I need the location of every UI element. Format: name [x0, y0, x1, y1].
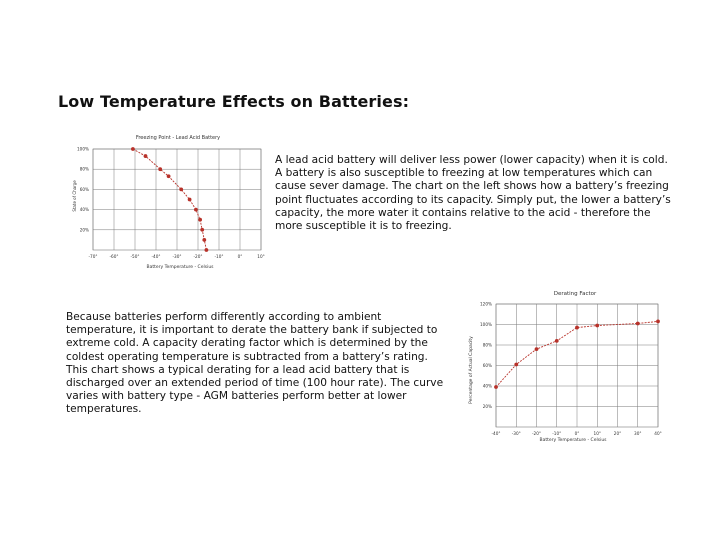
x-axis-label: Battery Temperature - Celsius: [539, 438, 607, 443]
series-line: [133, 149, 207, 250]
data-point: [636, 322, 640, 326]
chart-title: Freezing Point - Lead Acid Battery: [135, 135, 221, 141]
y-axis-label: State of Charge: [72, 180, 77, 212]
y-tick-labels: [480, 302, 492, 410]
x-tick-label: -60°: [109, 254, 119, 259]
x-tick-label: -50°: [130, 254, 140, 259]
data-point: [188, 198, 192, 202]
y-tick-label: 120%: [480, 301, 492, 307]
x-tick-label: -40°: [491, 431, 501, 436]
freezing-point-chart: [58, 128, 273, 273]
data-point: [131, 147, 135, 151]
chart-grid: [93, 149, 261, 250]
page-title: Low Temperature Effects on Batteries:: [58, 92, 410, 111]
y-tick-label: 20%: [482, 404, 492, 409]
paragraph-derating: Because batteries perform differently according to ambient temperature, it is important to derate the battery bank if subjected to extreme cold. A capacity derating factor which is determined by the coldest operating temperature is subtracted from a battery’s rating. This chart shows a typical derating for a lead acid battery that is discharged over an extended period of time (100 hour rate). The curve varies with battery type - AGM batteries perform better at lower temperatures.: [66, 311, 444, 416]
x-tick-label: 10°: [257, 254, 265, 259]
x-axis-label: Battery Temperature - Celsius: [146, 265, 214, 270]
data-point: [205, 248, 209, 252]
chart-grid: [496, 304, 658, 427]
x-tick-label: 20°: [613, 431, 622, 436]
x-tick-label: -10°: [552, 431, 562, 436]
x-tick-label: 40°: [654, 431, 662, 436]
y-tick-label: 80%: [79, 166, 89, 172]
y-tick-label: 60%: [79, 186, 89, 192]
x-tick-label: -20°: [532, 431, 541, 436]
x-tick-label: -30°: [511, 431, 521, 436]
x-tick-label: -70°: [88, 254, 98, 259]
data-point: [194, 208, 198, 212]
data-point: [202, 238, 206, 242]
chart-title: Derating Factor: [553, 291, 597, 297]
y-tick-label: 40%: [482, 383, 492, 389]
data-point: [555, 339, 559, 343]
x-tick-labels: [492, 431, 662, 436]
data-point: [158, 167, 162, 171]
y-tick-label: 40%: [79, 207, 89, 213]
data-point: [514, 363, 518, 367]
x-tick-label: 30°: [634, 431, 642, 436]
y-tick-label: 80%: [482, 342, 492, 348]
x-tick-label: -10°: [214, 254, 224, 259]
y-tick-labels: [77, 147, 89, 233]
y-tick-label: 60%: [482, 363, 492, 368]
data-point: [575, 326, 579, 330]
x-tick-label: -40°: [151, 254, 161, 259]
y-axis-label: Percentage of Actual Capacity: [469, 336, 474, 404]
y-tick-label: 20%: [79, 227, 89, 233]
data-point: [200, 228, 204, 232]
data-point: [494, 385, 498, 389]
x-tick-label: 10°: [593, 431, 601, 436]
data-point: [198, 218, 202, 222]
chart-series: [131, 147, 208, 252]
y-tick-label: 100%: [480, 322, 492, 327]
x-tick-label: 0°: [574, 431, 580, 436]
data-point: [595, 324, 599, 328]
data-point: [167, 174, 171, 178]
x-tick-label: 0°: [237, 254, 243, 259]
x-tick-label: -30°: [172, 254, 182, 259]
y-tick-label: 100%: [77, 146, 89, 152]
data-point: [144, 154, 148, 158]
x-tick-labels: [89, 254, 265, 259]
data-point: [179, 188, 183, 192]
x-tick-label: -20°: [193, 254, 203, 259]
paragraph-freezing: A lead acid battery will deliver less power (lower capacity) when it is cold. A battery is also susceptible to freezing at low temperatures which can cause sever damage. The chart on the left shows how a battery’s freezing point fluctuates according to its capacity. Simply put, the lower a battery’s capacity, the more water it contains relative to the acid - therefore the more susceptible it is to freezing.: [275, 154, 671, 233]
data-point: [535, 347, 539, 351]
derating-factor-chart: [455, 285, 665, 445]
data-point: [656, 320, 660, 324]
